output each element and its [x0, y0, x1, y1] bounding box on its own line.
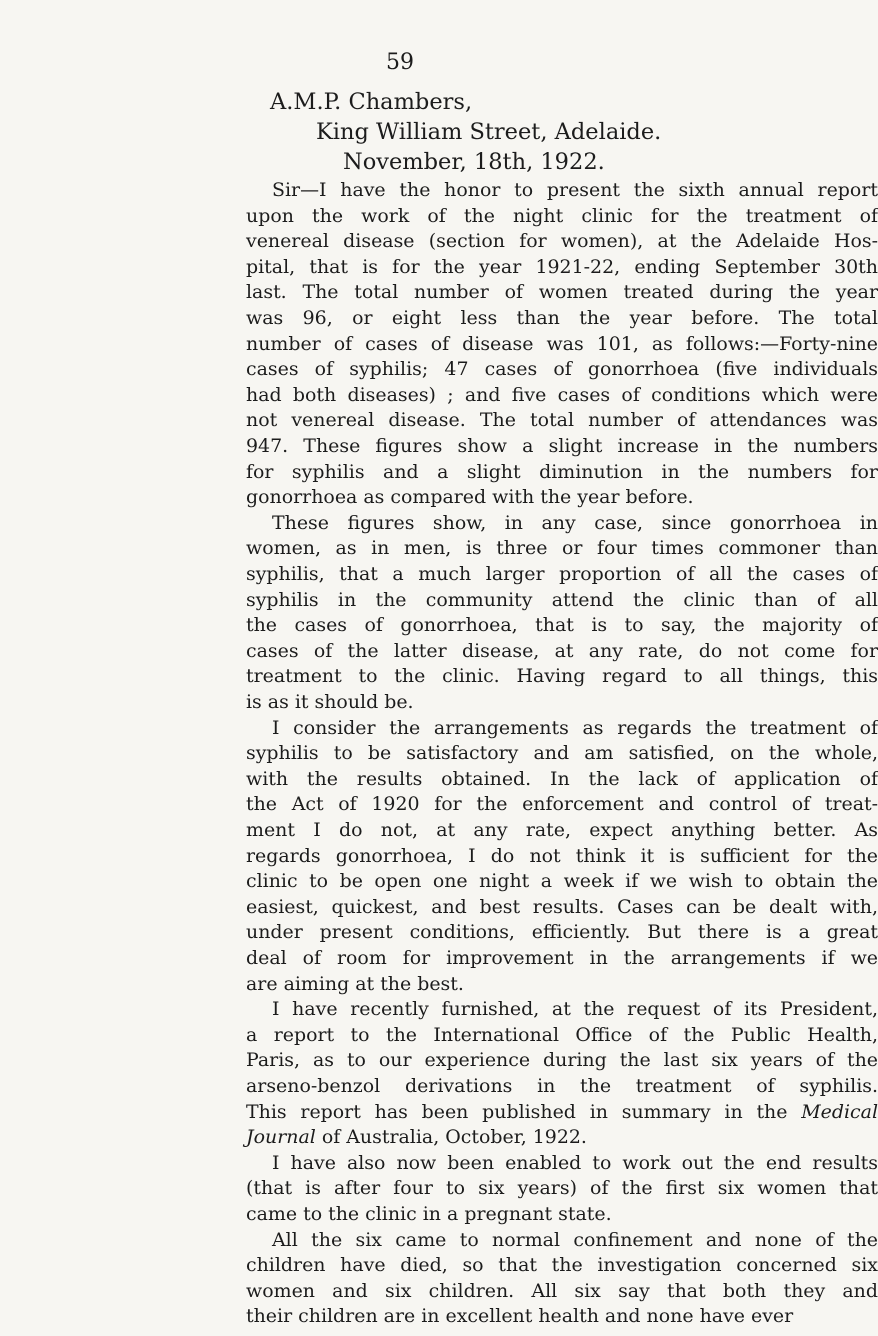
paragraph-1-line: 947. These figures show a slight increase in the numbers — [246, 435, 878, 457]
address-line-1: A.M.P. Chambers, — [270, 89, 473, 115]
paragraph-4-line-with-italic — [246, 1125, 878, 1151]
paragraph-4-line-with-italic — [246, 1100, 878, 1126]
paragraph-1-line: number of cases of disease was 101, as follows:—Forty-nine — [246, 332, 878, 355]
address-line-3: November, 18th, 1922. — [343, 149, 605, 175]
paragraph-6-line: All the six came to normal confinement and none of the — [272, 1228, 878, 1251]
paragraph-1-line: gonorrhoea as compared with the year before. — [246, 486, 694, 509]
paragraph-4-line: I have recently furnished, at the request of its President, — [272, 998, 878, 1021]
paragraph-5-line: (that is after four to six years) of the first six women that — [246, 1177, 878, 1200]
paragraph-1-line: last. The total number of women treated during the year — [246, 281, 878, 304]
paragraph-1-line: upon the work of the night clinic for the treatment of — [246, 204, 878, 227]
paragraph-6-line: their children are in excellent health and none have ever — [246, 1305, 794, 1328]
paragraph-2-line: syphilis in the community attend the clinic than of all — [246, 588, 878, 611]
paragraph-4-line: Paris, as to our experience during the last six years of the — [246, 1049, 878, 1072]
paragraph-3-line: regards gonorrhoea, I do not think it is sufficient for the — [246, 844, 878, 867]
paragraph-1-line: venereal disease (section for women), at the Adelaide Hos- — [246, 230, 878, 253]
paragraph-1-line: not venereal disease. The total number of attendances was — [246, 409, 878, 432]
paragraph-3-line: I consider the arrangements as regards the treatment of — [272, 716, 878, 739]
paragraph-4-line: a report to the International Office of the Public Health, — [246, 1023, 878, 1046]
paragraph-2-line: treatment to the clinic. Having regard to all things, this — [246, 665, 878, 688]
paragraph-1-line: Sir—I have the honor to present the sixth annual report — [272, 179, 878, 201]
paragraph-2-line: These figures show, in any case, since gonorrhoea in — [272, 511, 878, 534]
paragraph-1-line: pital, that is for the year 1921-22, ending September 30th — [246, 255, 878, 278]
paragraph-3-line: the Act of 1920 for the enforcement and control of treat- — [246, 793, 878, 816]
paragraph-6-line: women and six children. All six say that both they and — [246, 1279, 878, 1302]
paragraph-3-line: clinic to be open one night a week if we wish to obtain the — [246, 870, 878, 893]
paragraph-2-line: women, as in men, is three or four times commoner than — [246, 537, 878, 560]
paragraph-3-line: easiest, quickest, and best results. Cases can be dealt with, — [246, 895, 878, 918]
paragraph-6-line: children have died, so that the investigation concerned six — [246, 1254, 878, 1277]
journal-title-italic: Medical — [801, 1100, 878, 1123]
paragraph-1-line: was 96, or eight less than the year before. The total — [246, 307, 878, 329]
paragraph-5-line: I have also now been enabled to work out the end results — [272, 1151, 878, 1174]
paragraph-4-text: of Australia, October, 1922. — [321, 1126, 587, 1149]
paragraph-4-line: arseno-benzol derivations in the treatment of syphilis. — [246, 1075, 878, 1097]
paragraph-2-line: syphilis, that a much larger proportion of all the cases of — [246, 563, 878, 585]
paragraph-1-line: cases of syphilis; 47 cases of gonorrhoea (five individuals — [246, 358, 878, 381]
page-number: 59 — [386, 50, 414, 75]
paragraph-3-line: syphilis to be satisfactory and am satisfied, on the whole, — [246, 742, 878, 765]
paragraph-3-line: deal of room for improvement in the arrangements if we — [246, 947, 878, 969]
paragraph-3-line: are aiming at the best. — [246, 972, 464, 995]
paragraph-3-line: ment I do not, at any rate, expect anything better. As — [246, 819, 878, 841]
paragraph-3-line: with the results obtained. In the lack of application of — [246, 767, 878, 790]
paragraph-1-line: had both diseases) ; and five cases of conditions which were — [246, 383, 878, 406]
paragraph-4-text: This report has been published in summary in the — [246, 1100, 788, 1123]
paragraph-2-line: the cases of gonorrhoea, that is to say, the majority of — [246, 614, 878, 637]
paragraph-5-line: came to the clinic in a pregnant state. — [246, 1203, 612, 1225]
paragraph-2-line: is as it should be. — [246, 691, 414, 713]
paragraph-3-line: under present conditions, efficiently. But there is a great — [246, 921, 878, 944]
journal-title-italic: Journal — [246, 1126, 316, 1149]
address-line-2: King William Street, Adelaide. — [316, 119, 662, 145]
paragraph-2-line: cases of the latter disease, at any rate, do not come for — [246, 639, 878, 662]
paragraph-1-line: for syphilis and a slight diminution in the numbers for — [246, 460, 878, 483]
